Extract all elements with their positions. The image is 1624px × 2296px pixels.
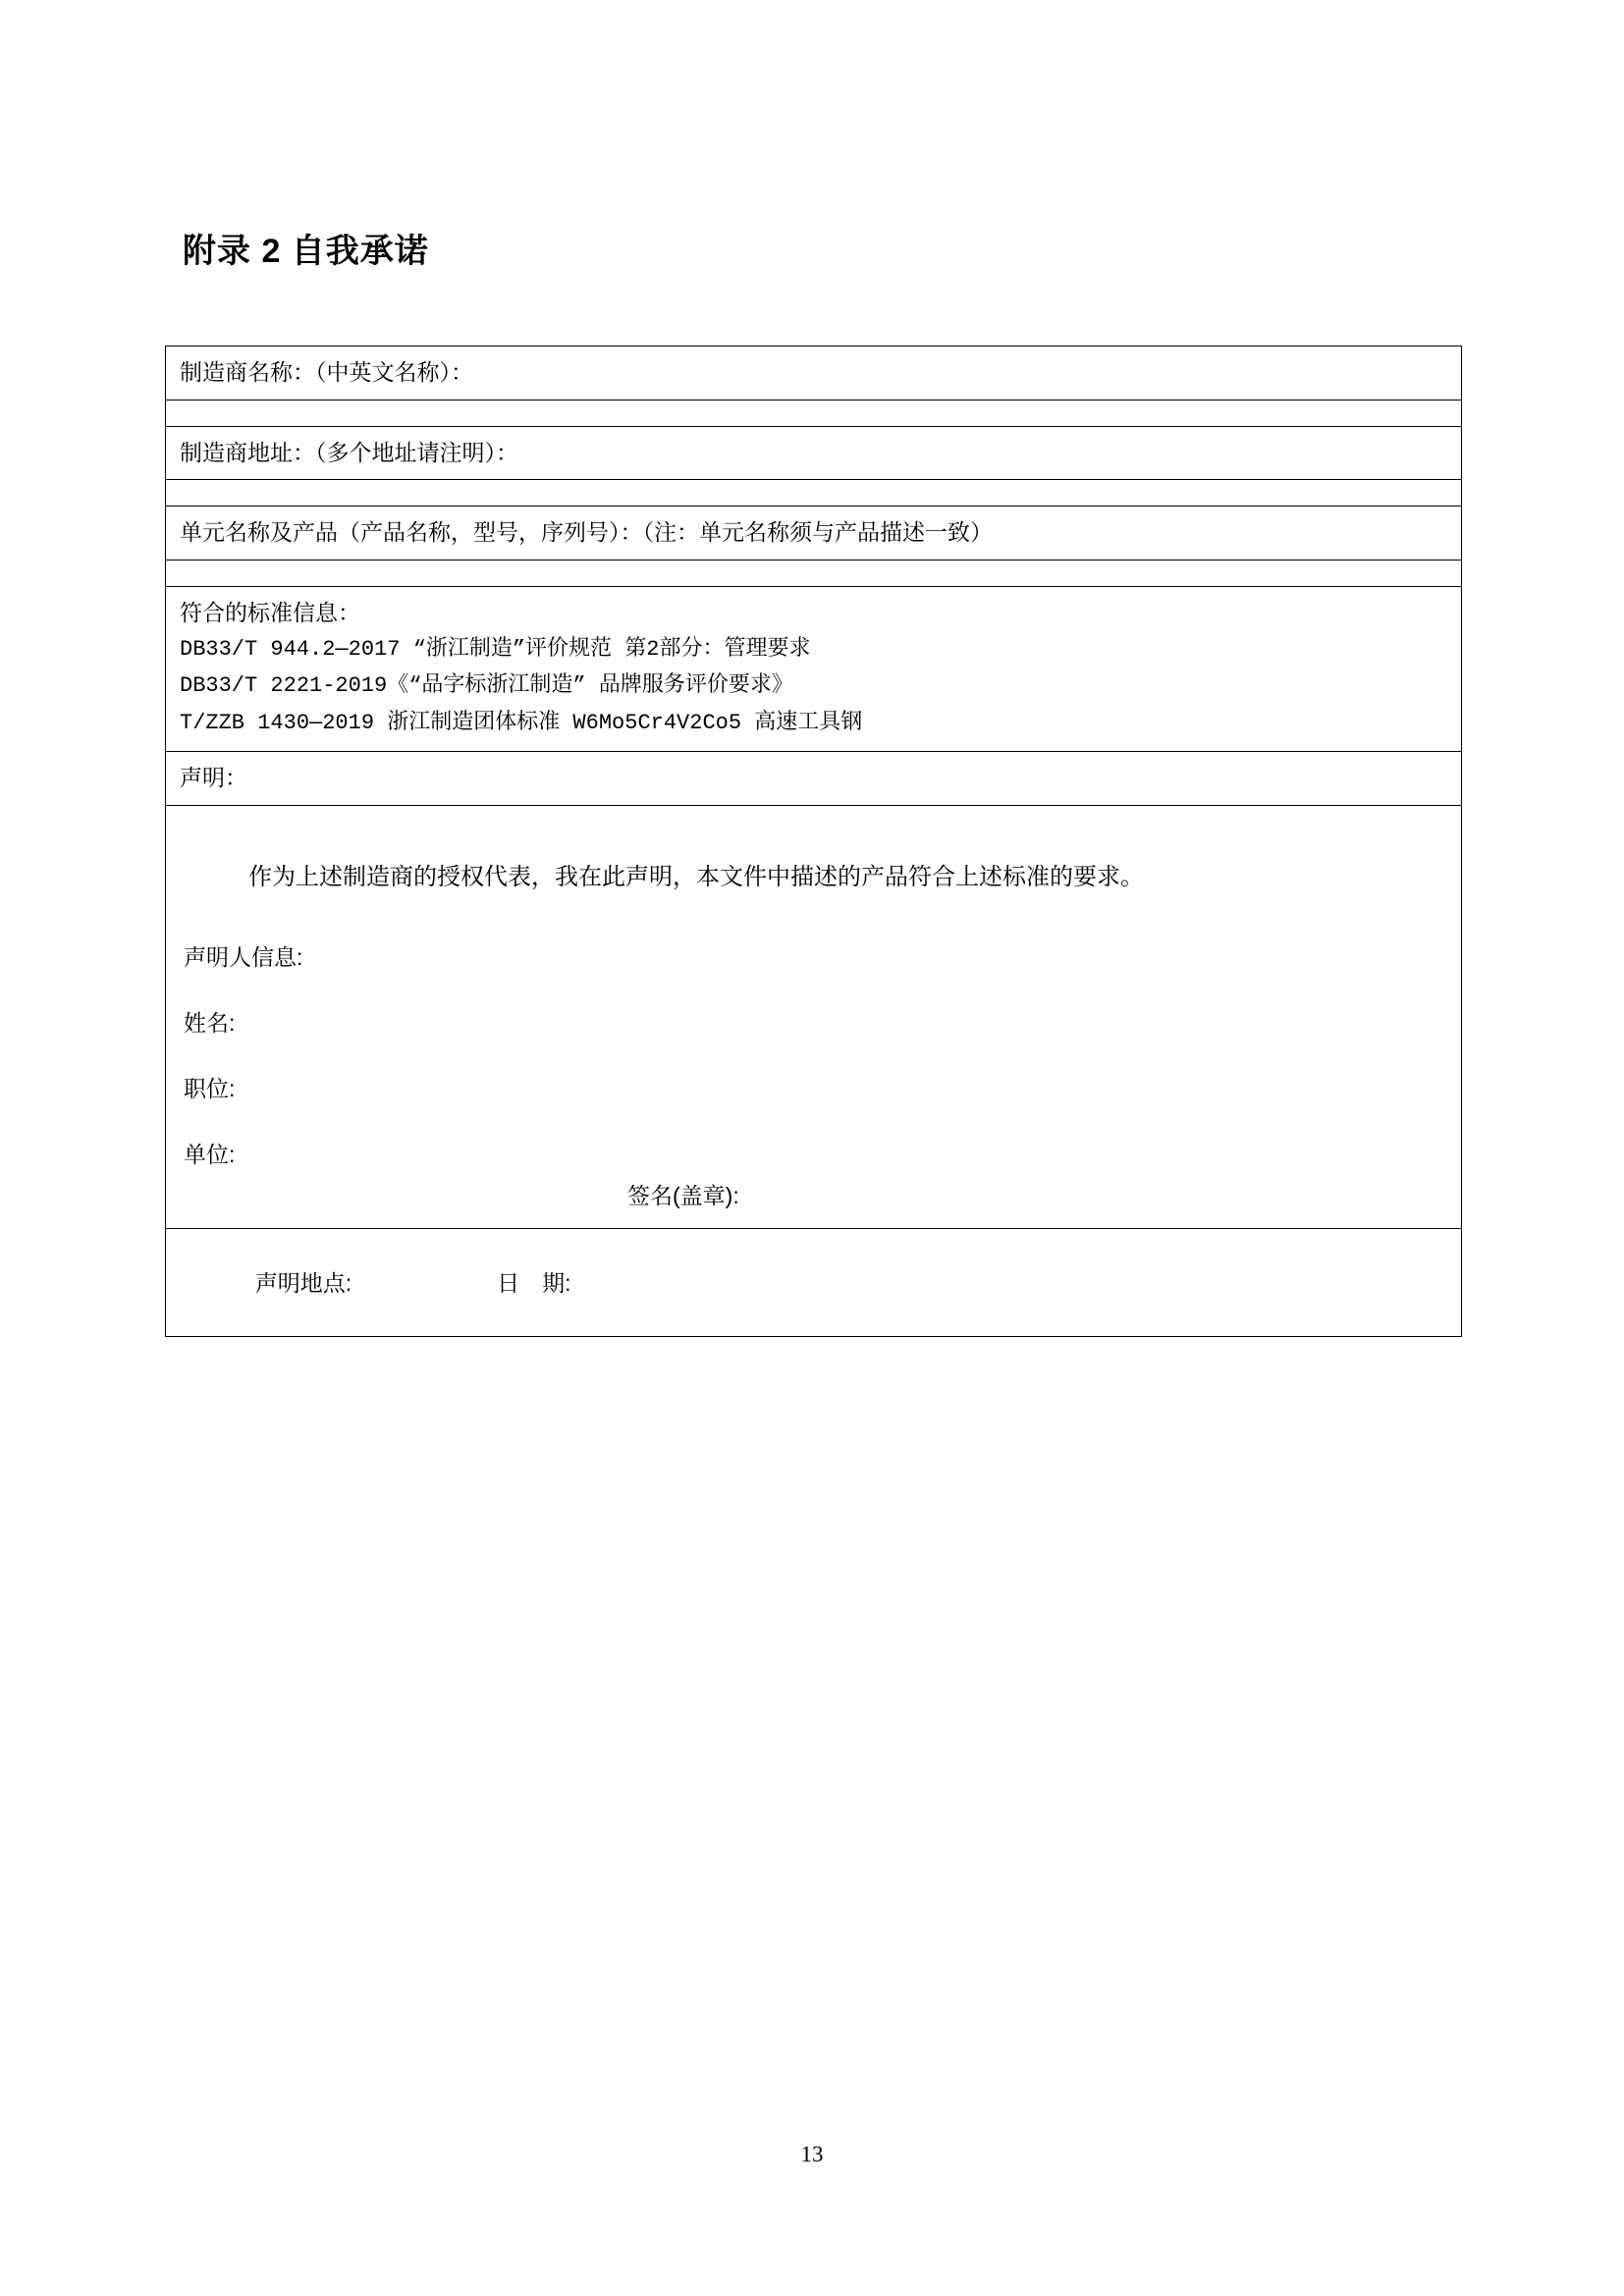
declarant-info-label: 声明人信息:	[184, 944, 303, 971]
position-field-row[interactable]	[184, 1071, 1461, 1103]
table-row-declaration-label	[166, 752, 1462, 806]
date-label: 日 期:	[497, 1269, 571, 1296]
page-number: 13	[800, 2142, 824, 2166]
manufacturer-name-field[interactable]	[166, 400, 1461, 418]
manufacturer-name-label: 制造商名称：（中英文名称）：	[180, 359, 473, 385]
unit-product-label: 单元名称及产品（产品名称，型号，序列号）：（注：单元名称须与产品描述一致）	[180, 519, 993, 546]
table-row-declaration-body	[166, 805, 1462, 1228]
name-field-row[interactable]	[184, 1005, 1461, 1038]
table-row-standards	[166, 586, 1462, 751]
table-row-unit-product-value[interactable]	[166, 560, 1462, 586]
table-row-manufacturer-address	[166, 426, 1462, 480]
signature-field-row[interactable]	[627, 1178, 739, 1210]
table-row-manufacturer-name-value[interactable]	[166, 400, 1462, 426]
place-label: 声明地点:	[254, 1269, 352, 1296]
declaration-text: 作为上述制造商的授权代表，我在此声明，本文件中描述的产品符合上述标准的要求。	[248, 863, 1144, 890]
table-row-manufacturer-address-value[interactable]	[166, 480, 1462, 507]
manufacturer-address-label: 制造商地址：（多个地址请注明）：	[180, 439, 518, 465]
standard-line-2: DB33/T 2221-2019《“品字标浙江制造” 品牌服务评价要求》	[180, 673, 793, 699]
table-row-place-date	[166, 1228, 1462, 1336]
declaration-label: 声明：	[180, 765, 247, 791]
table-row-manufacturer-name	[166, 347, 1462, 400]
self-declaration-form	[165, 346, 1462, 1337]
company-label: 单位:	[184, 1142, 236, 1168]
page-title: 附录 2 自我承诺	[183, 233, 429, 270]
name-label: 姓名:	[184, 1010, 236, 1037]
standards-label: 符合的标准信息：	[180, 599, 360, 625]
standard-line-1: DB33/T 944.2—2017 “浙江制造”评价规范 第2部分：管理要求	[180, 636, 811, 662]
position-label: 职位:	[184, 1076, 236, 1102]
company-field-row[interactable]	[184, 1137, 1461, 1169]
signature-label: 签名(盖章):	[627, 1182, 739, 1208]
unit-product-field[interactable]	[166, 561, 1461, 578]
manufacturer-address-field[interactable]	[166, 480, 1461, 498]
standard-line-3: T/ZZB 1430—2019 浙江制造团体标准 W6Mo5Cr4V2Co5 高速工具钢	[180, 711, 863, 736]
table-row-unit-product	[166, 507, 1462, 561]
